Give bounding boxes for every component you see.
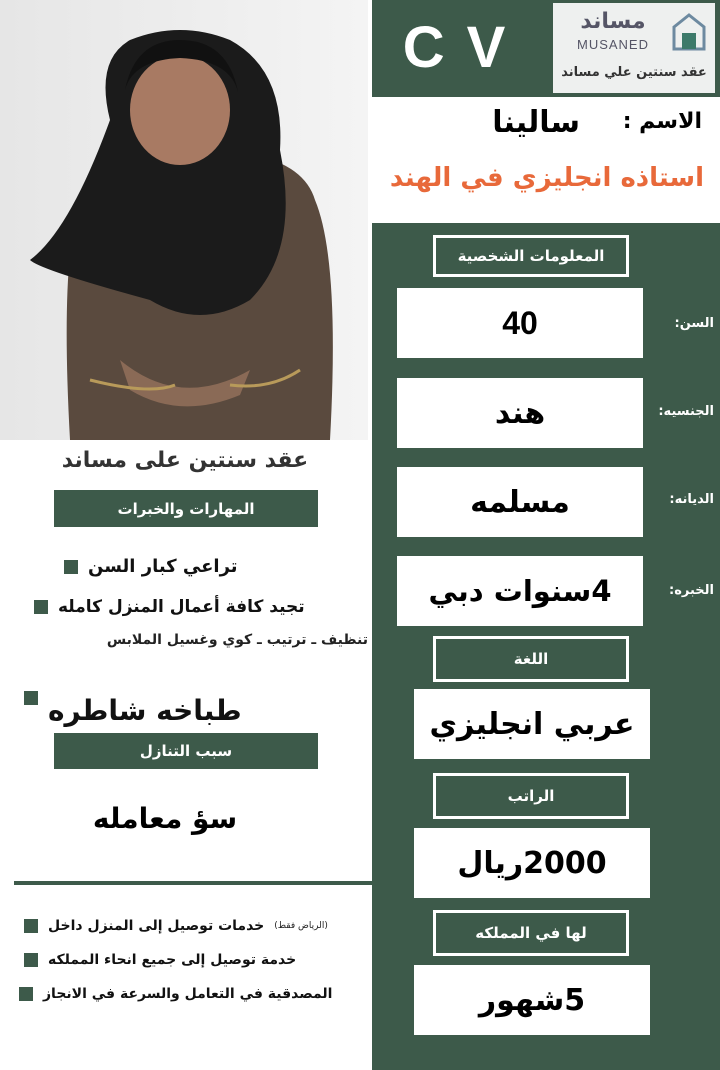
skill-item: تراعي كبار السن [64, 556, 364, 577]
experience-value: 4سنوات دبي [397, 556, 643, 626]
age-label: السن: [674, 316, 714, 331]
bullet-square-icon [24, 919, 38, 933]
personal-info-heading: المعلومات الشخصية [433, 235, 629, 277]
divider [14, 881, 372, 885]
in-kingdom-value: 5شهور [414, 965, 650, 1035]
bullet-square-icon [34, 600, 48, 614]
person-name: سالينا [492, 105, 580, 140]
religion-label: الديانه: [669, 492, 714, 507]
skill-item: طباخه شاطره [24, 668, 364, 727]
skills-heading: المهارات والخبرات [54, 490, 318, 527]
service-item: خدمات توصيل إلى المنزل داخل (الرياض فقط) [24, 918, 364, 934]
name-label: الاسم : [622, 109, 702, 134]
person-title: استاذه انجليزي في الهند [389, 163, 704, 193]
bullet-square-icon [24, 953, 38, 967]
skill-item: تجيد كافة أعمال المنزل كامله [34, 597, 364, 617]
language-value: عربي انجليزي [414, 689, 650, 759]
skill-detail: تنظيف ـ ترتيب ـ كوي وغسيل الملابس [106, 632, 368, 648]
bullet-square-icon [19, 987, 33, 1001]
salary-value: 2000ريال [414, 828, 650, 898]
bullet-square-icon [64, 560, 78, 574]
logo-english: MUSANED [576, 37, 649, 52]
logo-house-icon [671, 11, 707, 53]
bullet-square-icon [24, 691, 38, 705]
language-heading: اللغة [433, 636, 629, 682]
cv-label: CV [402, 15, 528, 80]
logo-tagline: عقد سنتين علي مساند [561, 65, 707, 80]
service-item: خدمة توصيل إلى جميع انحاء المملكه [24, 952, 364, 968]
religion-value: مسلمه [397, 467, 643, 537]
reason-heading: سبب التنازل [54, 733, 318, 769]
experience-label: الخبره: [669, 583, 714, 598]
nationality-value: هند [397, 378, 643, 448]
reason-value: سؤ معامله [92, 802, 238, 835]
service-item: المصدقية في التعامل والسرعة في الانجاز [19, 986, 364, 1002]
age-value: 40 [397, 288, 643, 358]
musaned-logo [553, 3, 715, 93]
profile-photo [0, 0, 368, 440]
nationality-label: الجنسيه: [658, 404, 714, 419]
contract-title: عقد سنتين على مساند [61, 448, 309, 473]
logo-arabic: مساند [580, 9, 646, 34]
in-kingdom-heading: لها في المملكه [433, 910, 629, 956]
name-card [372, 97, 720, 223]
salary-heading: الراتب [433, 773, 629, 819]
